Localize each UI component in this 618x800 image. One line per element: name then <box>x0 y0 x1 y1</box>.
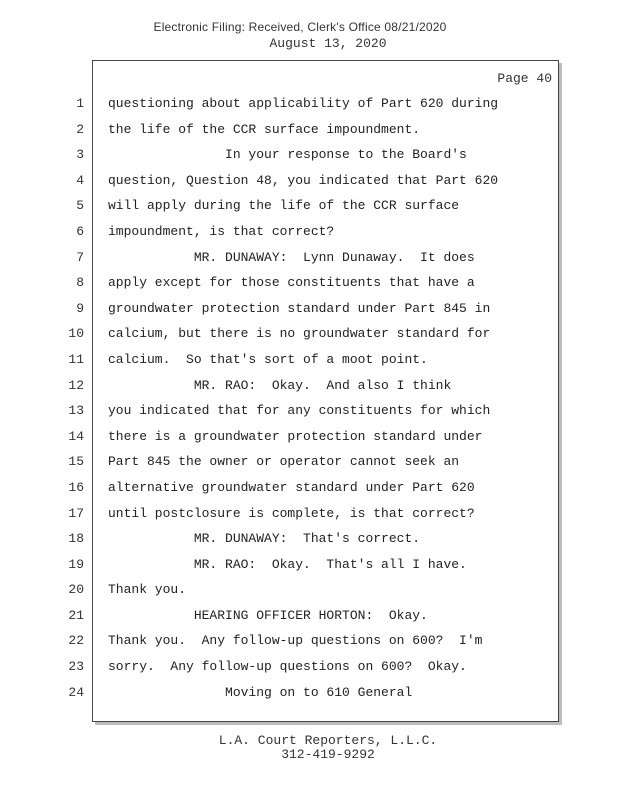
line-number: 17 <box>68 505 84 521</box>
transcript-line: HEARING OFFICER HORTON: Okay. <box>108 607 428 623</box>
line-number: 16 <box>68 479 84 495</box>
transcript-line: the life of the CCR surface impoundment. <box>108 121 421 137</box>
transcript-line: you indicated that for any constituents for which <box>108 403 491 419</box>
transcript-line: will apply during the life of the CCR surface <box>108 198 460 214</box>
line-number: 4 <box>76 172 84 188</box>
court-reporter-phone: 312-419-9292 <box>281 747 375 762</box>
line-number: 14 <box>68 428 84 444</box>
transcript-line: MR. RAO: Okay. And also I think <box>108 377 452 393</box>
transcript-line: calcium, but there is no groundwater standard for <box>108 326 491 342</box>
line-number: 6 <box>76 223 84 239</box>
line-number: 23 <box>68 659 84 675</box>
transcript-line: Thank you. Any follow-up questions on 600? I'm <box>108 633 483 649</box>
page-number: Page 40 <box>497 71 552 86</box>
transcript-line: Part 845 the owner or operator cannot seek an <box>108 454 460 470</box>
line-number: 5 <box>76 198 84 214</box>
filing-stamp: Electronic Filing: Received, Clerk's Office 08/21/2020 <box>153 20 447 34</box>
transcript-line: MR. DUNAWAY: Lynn Dunaway. It does <box>108 249 475 265</box>
line-number: 19 <box>68 556 84 572</box>
line-number: 18 <box>68 531 84 547</box>
transcript-line: apply except for those constituents that have a <box>108 275 475 291</box>
transcript-line: questioning about applicability of Part 620 during <box>108 96 499 111</box>
transcript-line: Moving on to 610 General <box>108 684 413 700</box>
line-number: 1 <box>76 96 84 111</box>
transcript-line: MR. RAO: Okay. That's all I have. <box>108 556 467 572</box>
line-number: 24 <box>68 684 84 700</box>
transcript-line: until postclosure is complete, is that correct? <box>108 505 475 521</box>
transcript-line: sorry. Any follow-up questions on 600? Okay. <box>108 659 467 675</box>
transcript-line: calcium. So that's sort of a moot point. <box>108 351 428 367</box>
transcript-text <box>108 95 553 709</box>
transcript-line: impoundment, is that correct? <box>108 223 335 239</box>
line-number: 12 <box>68 377 84 393</box>
line-number: 22 <box>68 633 84 649</box>
line-number: 21 <box>68 607 84 623</box>
transcript-line: there is a groundwater protection standard under <box>108 428 483 444</box>
line-number: 3 <box>76 147 84 163</box>
line-number: 8 <box>76 275 84 291</box>
court-reporter-name: L.A. Court Reporters, L.L.C. <box>218 733 438 748</box>
line-number: 20 <box>68 582 84 598</box>
line-number: 13 <box>68 403 84 419</box>
line-number: 15 <box>68 454 84 470</box>
line-number: 9 <box>76 300 84 316</box>
line-number: 7 <box>76 249 84 265</box>
transcript-line: MR. DUNAWAY: That's correct. <box>108 531 421 547</box>
line-number: 10 <box>68 326 84 342</box>
line-number: 2 <box>76 121 84 137</box>
transcript-line: groundwater protection standard under Part 845 in <box>108 300 491 316</box>
hearing-date: August 13, 2020 <box>269 36 387 51</box>
transcript-line: In your response to the Board's <box>108 147 467 163</box>
line-number-column <box>40 95 84 709</box>
line-number: 11 <box>68 351 84 367</box>
transcript-line: Thank you. <box>108 582 187 598</box>
transcript-line: alternative groundwater standard under Part 620 <box>108 479 475 495</box>
transcript-line: question, Question 48, you indicated that Part 620 <box>108 172 499 188</box>
